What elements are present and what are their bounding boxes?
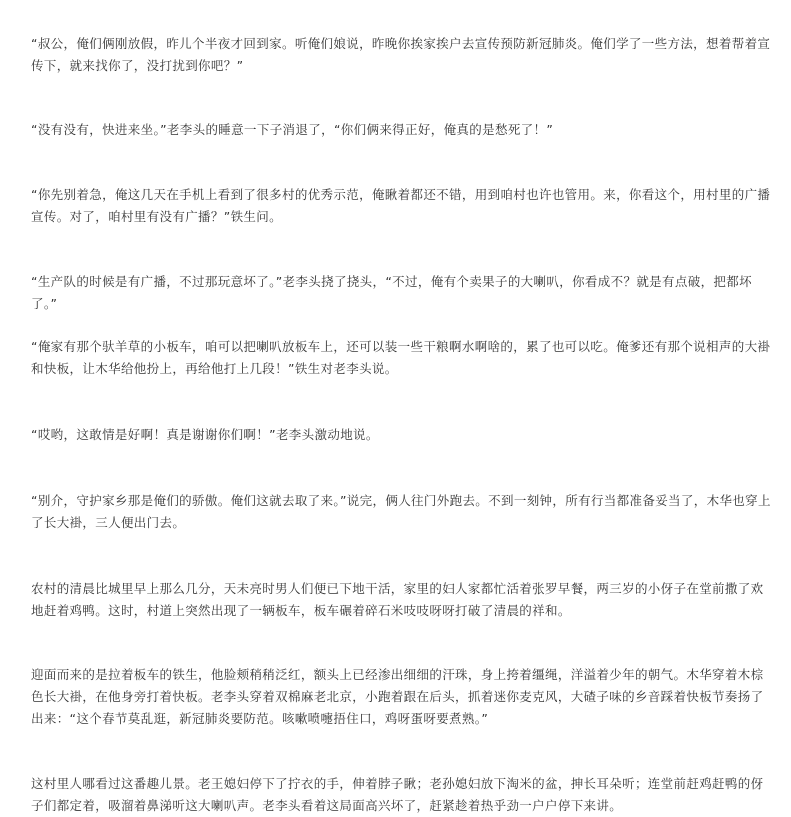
paragraph-7: “别介，守护家乡那是俺们的骄傲。俺们这就去取了来。”说完，俩人往门外跑去。不到一刻钟，所有行当都准备妥当了，木华也穿上了长大褂，三人便出门去。 xyxy=(31,493,771,530)
paragraph-10: 这村里人哪看过这番趣儿景。老王媳妇停下了拧衣的手，伸着脖子瞅；老孙媳妇放下淘米的盆，抻长耳朵听；连堂前赶鸡赶鸭的伢子们都定着，吸溜着鼻涕听这大喇叭声。老李头看着这局面高兴坏了，赶紧趁着热乎劲一户户停下来讲。 xyxy=(31,776,764,813)
paragraph-5: “俺家有那个驮羊草的小板车，咱可以把喇叭放板车上，还可以装一些干粮啊水啊啥的，累了也可以吃。俺爹还有那个说相声的大褂和快板，让木华给他扮上，再给他打上几段！”铁生对老李头说。 xyxy=(31,339,771,376)
paragraph-3: “你先别着急，俺这几天在手机上看到了很多村的优秀示范，俺瞅着都还不错，用到咱村也许也管用。来，你看这个，用村里的广播宣传。对了，咱村里有没有广播？”铁生问。 xyxy=(31,187,771,224)
paragraph-9: 迎面而来的是拉着板车的铁生，他脸颊稍稍泛红，额头上已经渗出细细的汗珠，身上挎着缰绳，洋溢着少年的朝气。木华穿着木棕色长大褂，在他身旁打着快板。老李头穿着双棉麻老北京，小跑着跟在后头，抓着迷你麦克风，大碴子味的乡音踩着快板节奏扬了出来：“这个春节莫乱逛，新冠肺炎要防范。咳嗽喷嚏捂住口，鸡呀蛋呀要煮熟。” xyxy=(31,667,764,726)
paragraph-4: “生产队的时候是有广播，不过那玩意坏了。”老李头挠了挠头，“不过，俺有个卖果子的大喇叭，你看成不？就是有点破，把都坏了。” xyxy=(31,274,752,311)
paragraph-2: “没有没有，快进来坐。”老李头的睡意一下子消退了，“你们俩来得正好，俺真的是愁死了！” xyxy=(31,122,554,137)
paragraph-1: “叔公，俺们俩刚放假，昨儿个半夜才回到家。听俺们娘说，昨晚你挨家挨户去宣传预防新冠肺炎。俺们学了一些方法，想着帮着宣传下，就来找你了，没打扰到你吧？” xyxy=(31,36,771,73)
paragraph-8: 农村的清晨比城里早上那么几分，天未亮时男人们便已下地干活，家里的妇人家都忙活着张罗早餐，两三岁的小伢子在堂前撒了欢地赶着鸡鸭。这时，村道上突然出现了一辆板车，板车碾着碎石米吱吱呀呀打破了清晨的祥和。 xyxy=(31,581,764,618)
paragraph-6: “哎哟，这敢情是好啊！真是谢谢你们啊！”老李头激动地说。 xyxy=(31,427,379,442)
